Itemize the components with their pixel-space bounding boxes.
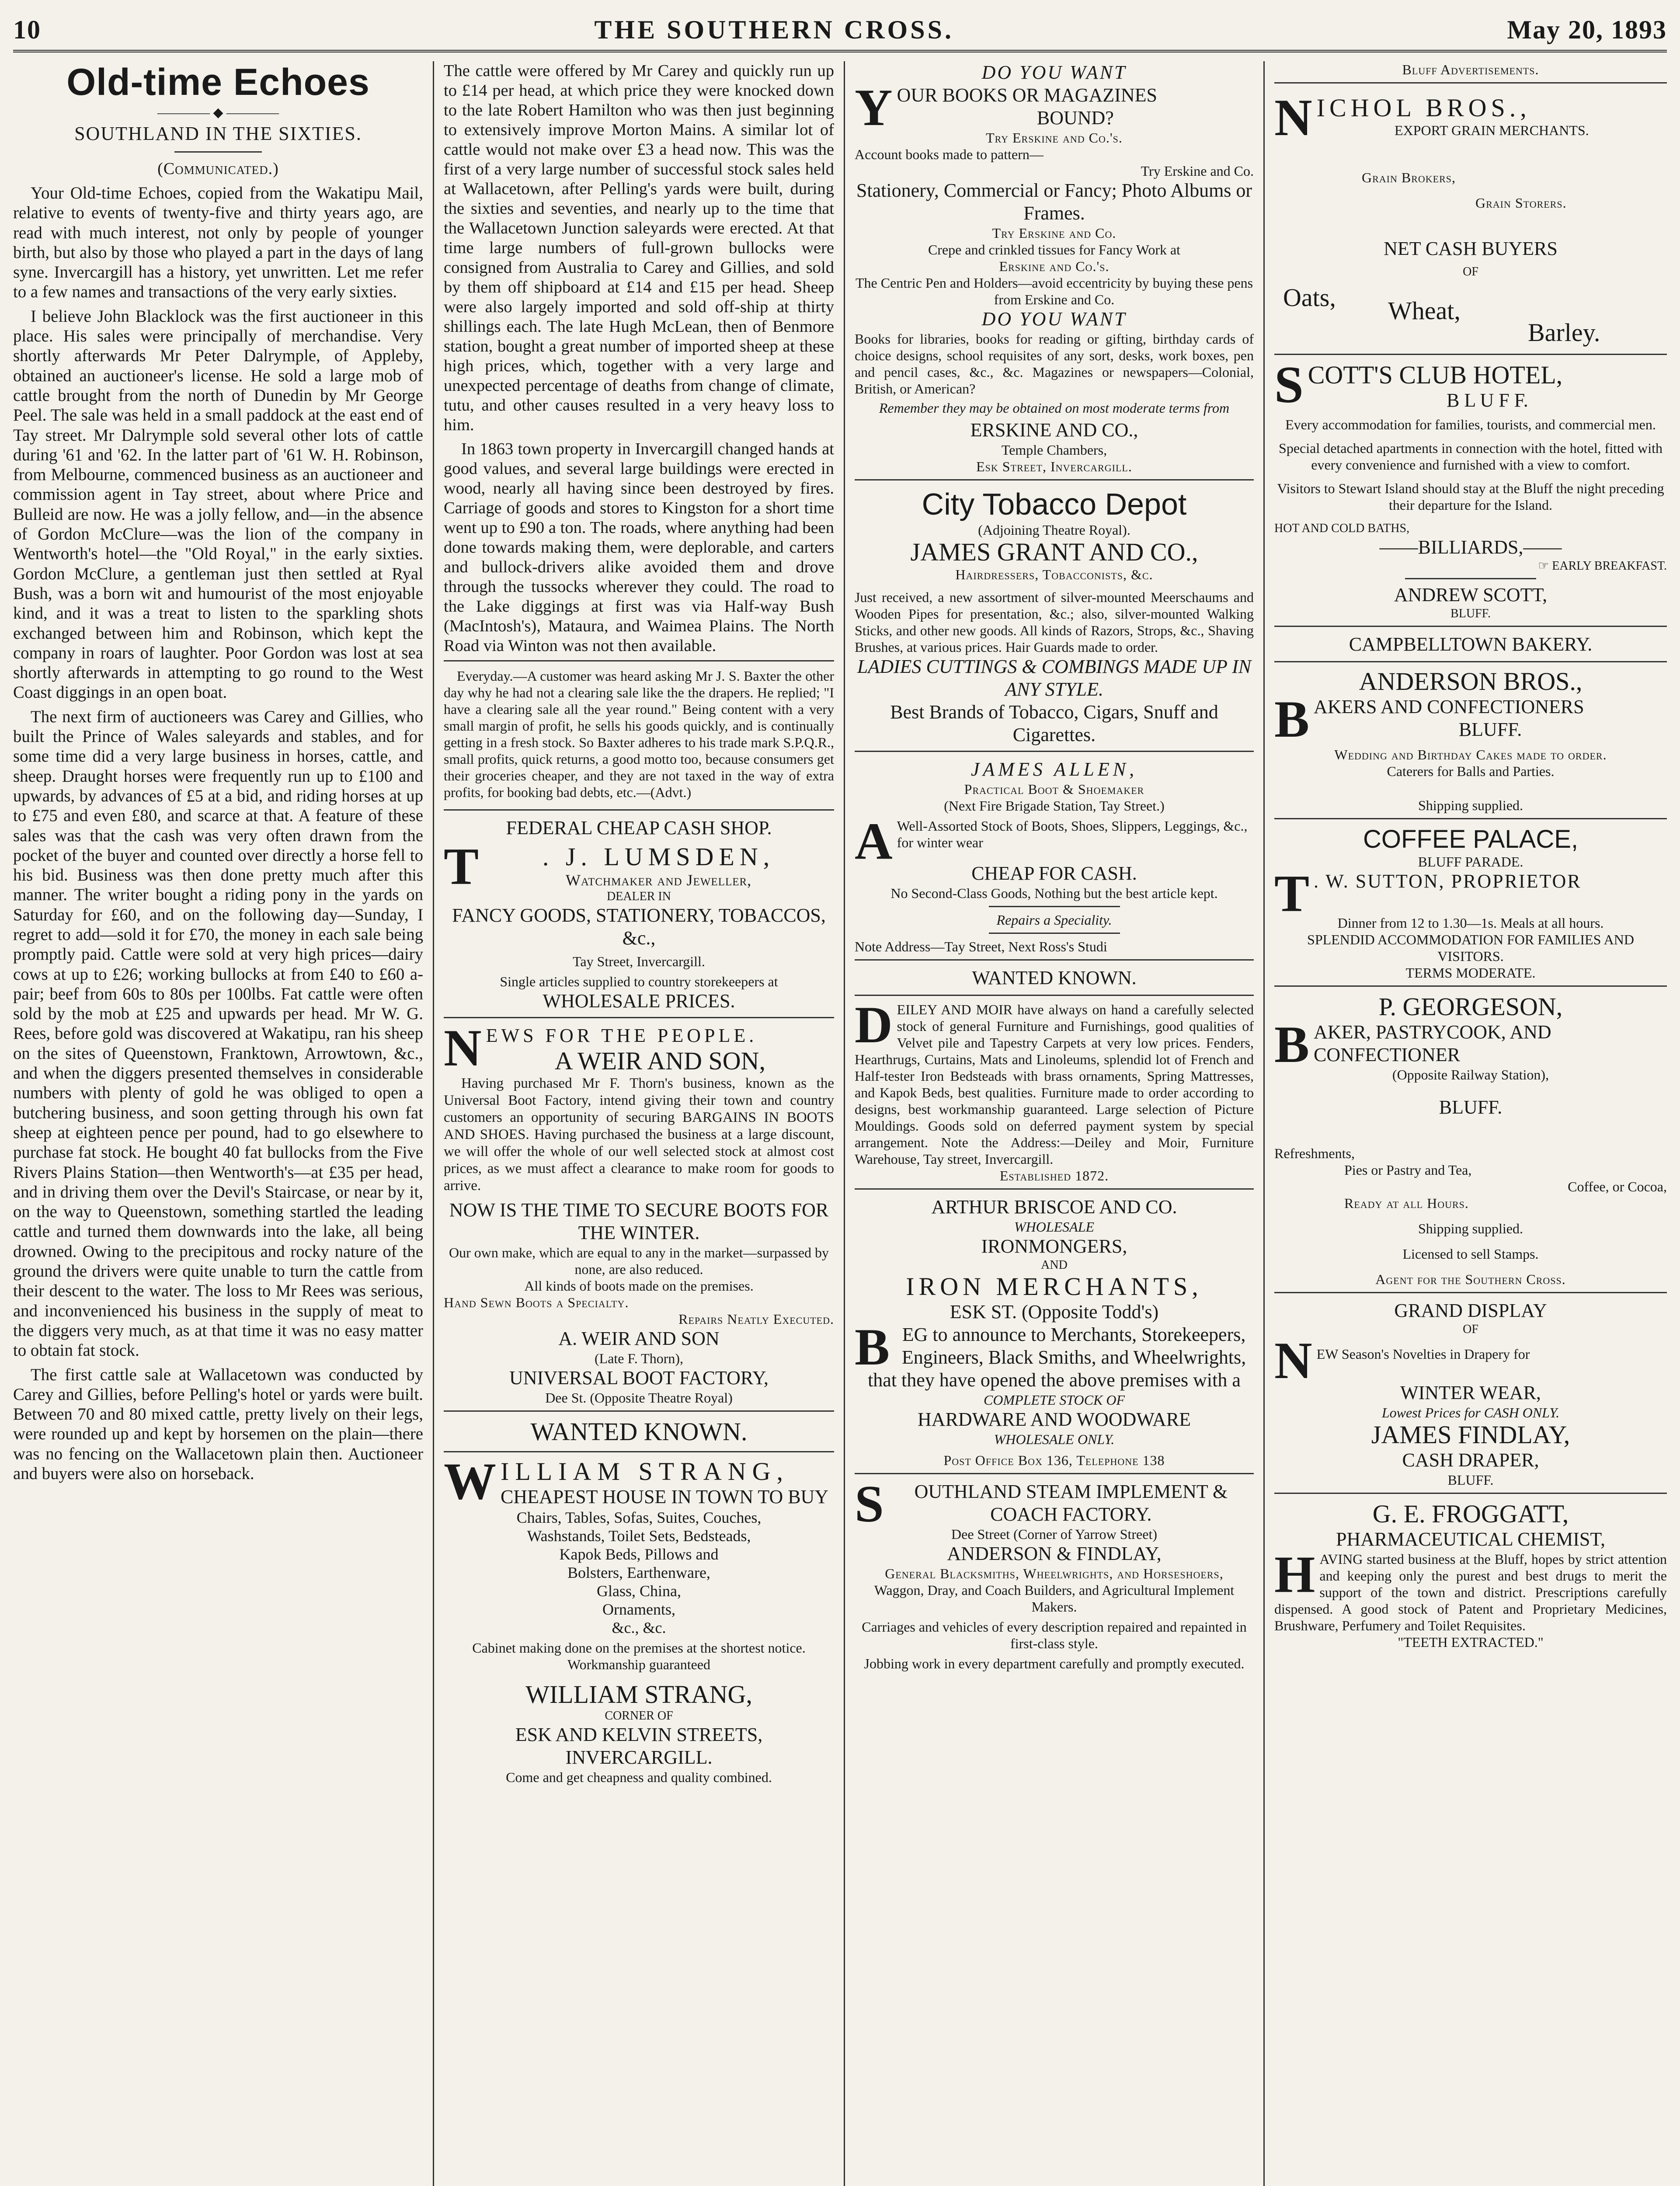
advert-line: Best Brands of Tobacco, Cigars, Snuff and Cigarettes. bbox=[890, 701, 1218, 745]
advert-name: OUTHLAND STEAM IMPLEMENT & COACH FACTORY. bbox=[914, 1481, 1228, 1525]
advert-address: Tay Street, Invercargill. bbox=[573, 954, 705, 969]
advert-line: BLUFF PARADE. bbox=[1418, 854, 1523, 870]
advert-line: EXPORT GRAIN MERCHANTS. bbox=[1395, 122, 1589, 138]
page-number: 10 bbox=[13, 15, 41, 44]
grain-wheat: Wheat, bbox=[1388, 296, 1461, 325]
advert-line: Shipping supplied. bbox=[1418, 797, 1523, 813]
advert-line: WHOLESALE bbox=[1014, 1219, 1095, 1235]
drop-cap: B bbox=[1274, 696, 1310, 741]
advert-trade: Practical Boot & Shoemaker bbox=[964, 781, 1144, 797]
drop-cap: N bbox=[444, 1024, 482, 1075]
advert-item: Ornaments, bbox=[602, 1601, 675, 1618]
advert-allen bbox=[855, 751, 1254, 959]
advert-line: TERMS MODERATE. bbox=[1405, 965, 1536, 981]
advert-name: COFFEE PALACE, bbox=[1363, 825, 1579, 853]
advert-address: ESK ST. (Opposite Todd's) bbox=[950, 1301, 1159, 1323]
advert-header: CAMPBELLTOWN BAKERY. bbox=[1349, 634, 1593, 655]
grain-oats: Oats, bbox=[1283, 283, 1336, 312]
advert-line: BOUND? bbox=[1037, 107, 1114, 129]
advert-line: Licensed to sell Stamps. bbox=[1402, 1246, 1539, 1262]
advert-line: Agent for the Southern Cross. bbox=[1375, 1271, 1566, 1287]
advert-findlay bbox=[1274, 1292, 1667, 1493]
advert-item: Glass, China, bbox=[597, 1582, 681, 1600]
short-rule bbox=[989, 933, 1120, 934]
advert-name: P. GEORGESON, bbox=[1378, 992, 1563, 1021]
drop-cap: D bbox=[855, 1001, 893, 1054]
byline: (Communicated.) bbox=[157, 160, 279, 178]
advert-line: No Second-Class Goods, Nothing but the best article kept. bbox=[890, 885, 1218, 901]
drop-cap: Y bbox=[855, 84, 893, 129]
breakfast-label: EARLY BREAKFAST. bbox=[1552, 559, 1667, 573]
column-4 bbox=[1263, 61, 1667, 2186]
short-rule bbox=[174, 151, 262, 153]
advert-line: Visitors to Stewart Island should stay at the Bluff the night preceding their departure for the Island. bbox=[1277, 480, 1664, 513]
advert-line: INVERCARGILL. bbox=[565, 1747, 713, 1768]
advert-name: ARTHUR BRISCOE AND CO. bbox=[931, 1196, 1177, 1218]
advert-line: NET CASH BUYERS bbox=[1384, 238, 1558, 259]
article-paragraph: The first cattle sale at Wallacetown was conducted by Carey and Gillies, before Pelling's hotel or yards were built. Between 70 and 80 mixed cattle, pretty lively on their legs, were rounded up and kept by horsemen on the plain—there was no fencing on the Wallacetown plain then. Auctioneer and buyers were also on horseback. bbox=[13, 1365, 423, 1483]
advert-line: BLUFF. bbox=[1439, 1096, 1503, 1118]
advert-anderson bbox=[1274, 626, 1667, 818]
advert-line: Account books made to pattern— bbox=[855, 146, 1043, 162]
advert-line: Ready at all Hours. bbox=[1344, 1195, 1469, 1211]
advert-trade: AKERS AND CONFECTIONERS bbox=[1314, 696, 1584, 717]
advert-weir bbox=[444, 1017, 834, 1410]
advert-line: All kinds of boots made on the premises. bbox=[524, 1278, 754, 1294]
bluff-header-block bbox=[1274, 61, 1667, 82]
advert-item: Chairs, Tables, Sofas, Suites, Couches, bbox=[516, 1509, 762, 1526]
short-rule bbox=[989, 906, 1120, 907]
advert-line: Remember they may be obtained on most moderate terms from bbox=[879, 400, 1230, 416]
advert-name: JAMES GRANT AND CO., bbox=[910, 538, 1198, 566]
advert-sig: WILLIAM STRANG, bbox=[525, 1680, 752, 1709]
billiards-label: BILLIARDS, bbox=[1418, 536, 1523, 558]
advert-line: Every accommodation for families, tourists, and commercial men. bbox=[1285, 417, 1656, 432]
advert-header: WANTED KNOWN. bbox=[972, 967, 1137, 989]
advert-steam bbox=[855, 1473, 1254, 1676]
advert-deiley bbox=[855, 959, 1254, 1188]
advert-text: Everyday.—A customer was heard asking Mr J. S. Baxter the other day why he had not a clearing sale like the the drapers. He replied; "I have a clearing sale all the year round." Being content with a very small margin of profit, he sells his goods quickly, and is continually getting in a fresh stock. So Baxter adheres to his trade mark S.P.Q.R., small profits, quick returns, a good motto too, because consumers get their groceries cheaper, and they are not taxed in the way of extra profits, for booking bad debts, etc.—(Advt.) bbox=[444, 668, 834, 800]
advert-line: BLUFF. bbox=[1447, 1472, 1494, 1488]
advert-sig: Dee St. (Opposite Theatre Royal) bbox=[545, 1390, 733, 1406]
drop-cap: W bbox=[444, 1458, 496, 1508]
short-rule bbox=[1405, 578, 1536, 579]
advert-sig: UNIVERSAL BOOT FACTORY, bbox=[509, 1367, 769, 1389]
article-paragraph: The next firm of auctioneers was Carey and Gillies, who built the Prince of Wales saleyards and stables, and for some time did a very large business in horses, cattle, and sheep. Draught horses were frequently run up to £100 and upwards, by advances of £5 at a bid, and riding horses at up to £75 and even £80, and scarce at that. A feature of these sales was that the cash was very often drawn from the pocket of the buyer and counted over directly a horse fell to his bid. Business was then done pretty much after this manner. The writer bought a riding pony in the yards on Saturday for £60, and on the following day—Sunday, I regret to add—sold it for £70, the money in each sale being promptly paid. Cattle were sold at very high prices—dairy cows at up to £26; working bullocks at from £40 to £60 a-pair; beef from 60s to 80s per 100lbs. Fat cattle were often sold by the mob at £25 and upwards per head. Mr W. G. Rees, before gold was discovered at Wakatipu, ran his sheep on the sites of Queenstown, Franktown, Arrowtown, &c., and when the diggers presented themselves in considerable numbers with plenty of gold he was obliged to open a butchering business, and soon getting through his own fat sheep at eighteen pence per pound, had to go elsewhere to purchase fat stock. He bought 40 fat bullocks from the Five Rivers Plains Station—then Wentworth's—at £35 per head, and in driving them over the Devil's Staircase, or near by it, on the way to Queenstown, something startled the leading cattle and turned them downwards into the lake, all being drowned. Owing to the precipitous and rocky nature of the ground the drivers were quite unable to turn the cattle from their descent to the water. The loss to Mr Rees was serious, and inconvenienced his business in the supply of meat to the diggers very much, as at that time it was no easy matter to obtain fat stock. bbox=[13, 707, 423, 1360]
advert-line: OF bbox=[1463, 1323, 1478, 1336]
advert-line: IRONMONGERS, bbox=[981, 1236, 1127, 1257]
advert-line: Esk Street, Invercargill. bbox=[976, 459, 1132, 474]
advert-tobacco bbox=[855, 479, 1254, 751]
advert-line: FANCY GOODS, STATIONERY, TOBACCOS, &c., bbox=[452, 905, 826, 949]
advert-line: Cabinet making done on the premises at the shortest notice. Workmanship guaranteed bbox=[472, 1640, 806, 1672]
advert-name: COTT'S CLUB HOTEL, bbox=[1308, 361, 1563, 389]
advert-name: ANDERSON BROS., bbox=[1359, 667, 1583, 696]
advert-line: Our own make, which are equal to any in the market—surpassed by none, are also reduced. bbox=[449, 1245, 829, 1277]
article-paragraph: I believe John Blacklock was the first auctioneer in this place. His sales were principally of merchandise. Very shortly afterwards Mr Peter Dalrymple, of Appleby, obtained an auctioneer's license. He sold a large mob of cattle brought from the north of Dunedin by Mr George Peel. The sale was held in a small paddock at the east end of Tay street. Mr Dalrymple sold several other lots of cattle during '61 and '62. In the latter part of '61 W. H. Robinson, from Melbourne, commenced business as an auctioneer and commission agent in Tay street, about where Price and Bulleid are now. He was a jolly fellow, and—in the absence of Gordon McClure—was the lion of the company in Wentworth's hotel—the "Old Royal," in the early sixties. Gordon McClure, a gentleman just then settled at Ryal Bush, was a born wit and humourist of the most enjoyable kind, and it was a treat to listen to the sparkling shots exchanged between him and Robinson, which kept the company in roars of laughter. Poor Gordon was lost at sea shortly afterwards in attempting to go round to the West Coast diggings in an open boat. bbox=[13, 306, 423, 702]
advert-line: General Blacksmiths, Wheelwrights, and Horseshoers, bbox=[885, 1566, 1224, 1581]
advert-line: Crepe and crinkled tissues for Fancy Work at bbox=[928, 242, 1181, 258]
advert-line: (Opposite Railway Station), bbox=[1392, 1067, 1549, 1083]
advert-sig: ERSKINE AND CO., bbox=[970, 419, 1138, 441]
drop-cap: N bbox=[1274, 94, 1312, 139]
advert-line: Waggon, Dray, and Coach Builders, and Agricultural Implement Makers. bbox=[874, 1582, 1235, 1615]
advert-line: Come and get cheapness and quality combined. bbox=[506, 1769, 772, 1785]
advert-line: HARDWARE AND WOODWARE bbox=[918, 1409, 1191, 1430]
advert-line: Shipping supplied. bbox=[1418, 1221, 1523, 1236]
advert-text: Having purchased Mr F. Thorn's business, known as the Universal Boot Factory, intend giving their town and country customers an opportunity of securing BARGAINS IN BOOTS AND SHOES. Having purchased the business at a large discount, we will offer the whole of our well selected stock at almost cost prices, as we must affect a clearance to make room for goods to arrive. bbox=[444, 1076, 834, 1194]
masthead bbox=[13, 15, 1667, 52]
grain-barley: Barley. bbox=[1528, 318, 1600, 347]
advert-address: (Next Fire Brigade Station, Tay Street.) bbox=[944, 798, 1165, 814]
drop-cap: H bbox=[1274, 1551, 1315, 1603]
advert-line: IRON MERCHANTS, bbox=[906, 1272, 1203, 1301]
newspaper-title: THE SOUTHERN CROSS. bbox=[594, 15, 954, 44]
drop-cap: S bbox=[1274, 361, 1304, 412]
advert-line: AND bbox=[1041, 1258, 1068, 1272]
advert-text: EG to announce to Merchants, Storekeepers, Engineers, Black Smiths, and Wheelwrights, that they have opened the above premises with a bbox=[868, 1324, 1246, 1391]
advert-line: Repairs a Speciality. bbox=[996, 912, 1112, 928]
advert-line: Lowest Prices for CASH ONLY. bbox=[1381, 1405, 1560, 1420]
advert-line: Refreshments, bbox=[1274, 1145, 1355, 1161]
drop-cap: A bbox=[855, 818, 893, 862]
advert-georgeson bbox=[1274, 985, 1667, 1292]
advert-line: OF bbox=[1463, 265, 1478, 278]
drop-cap: T bbox=[444, 843, 479, 889]
advert-line: EW Season's Novelties in Drapery for bbox=[1316, 1346, 1530, 1362]
rule bbox=[1274, 661, 1667, 662]
advert-line: Stationery, Commercial or Fancy; Photo Albums or Frames. bbox=[856, 180, 1252, 224]
advert-line: Wedding and Birthday Cakes made to order. bbox=[1334, 747, 1607, 762]
advert-line: ANDERSON & FINDLAY, bbox=[947, 1543, 1162, 1564]
drop-cap: T bbox=[1274, 870, 1310, 915]
advert-line: . W. SUTTON, PROPRIETOR bbox=[1314, 870, 1582, 892]
issue-date: May 20, 1893 bbox=[1507, 15, 1667, 44]
advert-sig: (Late F. Thorn), bbox=[594, 1351, 683, 1366]
article-paragraph: Your Old-time Echoes, copied from the Wakatipu Mail, relative to events of twenty-five and thirty years ago, are read with much interest, not only by people of younger birth, but also by those who played a part in the days of lang syne. Invercargill has a history, yet unwritten. Let me refer to a few names and transactions of the very early sixties. bbox=[13, 184, 423, 302]
advert-lumsden bbox=[444, 809, 834, 1017]
advert-line: DO YOU WANT bbox=[981, 62, 1127, 83]
drop-cap: S bbox=[855, 1480, 884, 1526]
advert-line: ——BILLIARDS,—— bbox=[1379, 536, 1562, 558]
advert-line: NOW IS THE TIME TO SECURE BOOTS FOR THE WINTER. bbox=[449, 1199, 829, 1243]
rule bbox=[855, 995, 1254, 996]
advert-scott bbox=[1274, 354, 1667, 626]
advert-line: GRAND DISPLAY bbox=[1394, 1300, 1547, 1321]
section-header: Bluff Advertisements. bbox=[1402, 62, 1539, 77]
advert-item: Washstands, Toilet Sets, Bedsteads, bbox=[527, 1527, 751, 1545]
advert-line: CHEAPEST HOUSE IN TOWN TO BUY bbox=[501, 1486, 829, 1507]
advert-nichol bbox=[1274, 82, 1667, 354]
advert-line: Books for libraries, books for reading or gifting, birthday cards of choice designs, school requisites of any sort, desks, work boxes, pen and pencil cases, &c., &c. Magazines or newspapers—Colonial, British, or American? bbox=[855, 331, 1254, 397]
advert-line: Hand Sewn Boots a Specialty. bbox=[444, 1295, 629, 1310]
ornament-divider: ———— ◆ ———— bbox=[157, 105, 279, 120]
advert-item: Bolsters, Earthenware, bbox=[567, 1564, 710, 1581]
advert-line: WHOLESALE ONLY. bbox=[994, 1431, 1115, 1447]
column-1 bbox=[13, 61, 433, 2186]
advert-header: FEDERAL CHEAP CASH SHOP. bbox=[506, 817, 772, 839]
advert-text: AVING started business at the Bluff, hopes by strict attention and keeping only the purest and best drugs to merit the support of the town and district. Prescriptions carefully dispensed. A good stock of Patent and Proprietary Medicines, Brushware, Perfumery and Toilet Requisites. bbox=[1274, 1551, 1667, 1633]
advert-briscoe bbox=[855, 1188, 1254, 1473]
advert-line: HOT AND COLD BATHS, bbox=[1274, 522, 1410, 535]
advert-coffee bbox=[1274, 818, 1667, 985]
advert-line: OUR BOOKS OR MAGAZINES bbox=[897, 84, 1157, 106]
advert-item: Kapok Beds, Pillows and bbox=[559, 1546, 719, 1563]
rule bbox=[444, 1451, 834, 1452]
advert-line: Erskine and Co.'s. bbox=[999, 258, 1110, 274]
advert-title: City Tobacco Depot bbox=[922, 487, 1187, 521]
columns bbox=[13, 61, 1667, 2186]
advert-froggatt bbox=[1274, 1493, 1667, 1655]
advert-erskine bbox=[855, 61, 1254, 479]
advert-text: Just received, a new assortment of silver-mounted Meerschaums and Wooden Pipes for presentation, &c.; also, silver-mounted Walking Sticks, and other new goods. All kinds of Razors, Strops, &c., Shaving Brushes, at various prices. Hair Guards made to order. bbox=[855, 589, 1254, 655]
advert-strang bbox=[444, 1410, 834, 1790]
advert-line: Repairs Neatly Executed. bbox=[678, 1311, 834, 1327]
advert-line: (Adjoining Theatre Royal). bbox=[978, 522, 1130, 538]
advert-line: Single articles supplied to country storekeepers at bbox=[500, 974, 778, 989]
advert-line: BLUFF. bbox=[1458, 719, 1522, 740]
advert-line: Jobbing work in every department carefully and promptly executed. bbox=[864, 1656, 1245, 1671]
article-paragraph: The cattle were offered by Mr Carey and quickly run up to £14 per head, at which price they were knocked down to the late Robert Hamilton who was then just beginning to extensively improve Morton Mains. A similar lot of cattle would not make over £3 a head now. This was the first of a very large number of successful stock sales held at Wallacetown, after Pelling's yards were built, during the sixties and seventies, and nearly up to the time that the Wallacetown Junction saleyards were erected. At that time large numbers of full-grown bullocks were consigned from Australia to Carey and Gillies, and sold by them off shipboard at £14 and £15 per head. Sheep were also largely imported and sold off-ship at thirty shillings each. The late Hugh McLean, then of Benmore station, bought a great number of imported sheep at these high prices, which, together with a very large and unexpected percentage of deaths from change of climate, tutu, and other causes resulted in a very heavy loss to him. bbox=[444, 62, 834, 434]
advert-line: WHOLESALE PRICES. bbox=[543, 990, 735, 1012]
column-2 bbox=[433, 61, 844, 2186]
advert-name: A WEIR AND SON, bbox=[554, 1047, 765, 1075]
advert-line: "TEETH EXTRACTED." bbox=[1398, 1634, 1544, 1650]
article-paragraph: In 1863 town property in Invercargill changed hands at good values, and several large buildings were erected in wood, nearly all having since been destroyed by fires. Carriage of goods and stores to Kingston for a short time went up to £90 a ton. The roads, where anything had been done towards making them, were deplorable, and carters and bullock-drivers alike avoided them and drove through the tussocks wherever they could. The road to the Lake diggings at first was via Half-way Bush (MacIntosh's), Mataura, and Waimea Plains. The North Road via Winton was not then available. bbox=[444, 440, 834, 655]
column-3 bbox=[844, 61, 1263, 2186]
drop-cap: N bbox=[1274, 1337, 1312, 1382]
advert-header: WANTED KNOWN. bbox=[530, 1417, 748, 1446]
advert-line: B L U F F. bbox=[1446, 390, 1528, 411]
advert-name: JAMES ALLEN, bbox=[970, 759, 1138, 780]
advert-text: EILEY AND MOIR have always on hand a carefully selected stock of general Furniture and Furnishings, good qualities of Velvet pile and Tapestry Carpets at very low prices. Fenders, Hearthrugs, Curtains, Mats and Linoleums, splendid lot of French and Half-tester Iron Bedsteads with brass ornaments, Spring Mattresses, and Kapok Beds, best qualities. Furniture made to order according to designs, best workmanship guaranteed. Large selection of Picture Mouldings. Goods sold on deferred payment system by special arrangement. Note the Address:—Deiley and Moir, Furniture Warehouse, Tay street, Invercargill. bbox=[855, 1002, 1254, 1167]
advert-line: LADIES CUTTINGS & COMBINGS MADE UP IN ANY STYLE. bbox=[857, 656, 1252, 700]
advert-line: Try Erskine and Co.'s. bbox=[986, 130, 1123, 146]
advert-address: Dee Street (Corner of Yarrow Street) bbox=[951, 1526, 1157, 1542]
advert-name: JAMES FINDLAY, bbox=[1371, 1420, 1570, 1449]
advert-text: Well-Assorted Stock of Boots, Shoes, Slippers, Leggings, &c., for winter wear bbox=[897, 818, 1248, 850]
advert-line: Caterers for Balls and Parties. bbox=[1387, 763, 1555, 779]
advert-line: BLUFF. bbox=[1450, 607, 1491, 620]
hand-icon: ☞ bbox=[1538, 559, 1552, 573]
article-subheading: SOUTHLAND IN THE SIXTIES. bbox=[74, 123, 362, 144]
advert-line: SPLENDID ACCOMMODATION FOR FAMILIES AND VISITORS. bbox=[1307, 932, 1634, 964]
advert-line: The Centric Pen and Holders—avoid eccentricity by buying these pens from Erskine and Co. bbox=[855, 275, 1253, 307]
advert-line bbox=[1274, 559, 1667, 574]
advert-line: Grain Storers. bbox=[1475, 195, 1567, 211]
advert-line: ESK AND KELVIN STREETS, bbox=[515, 1724, 763, 1745]
advert-name: G. E. FROGGATT, bbox=[1372, 1500, 1569, 1528]
advert-name: . J. LUMSDEN, bbox=[542, 843, 775, 871]
advert-line: WINTER WEAR, bbox=[1400, 1382, 1541, 1403]
advert-line: Note Address—Tay Street, Next Ross's Studi bbox=[855, 939, 1107, 954]
advert-line: Grain Brokers, bbox=[1362, 170, 1456, 185]
advert-baxter bbox=[444, 660, 834, 809]
advert-trade: PHARMACEUTICAL CHEMIST, bbox=[1336, 1528, 1606, 1550]
drop-cap: B bbox=[855, 1323, 890, 1376]
advert-sig: A. WEIR AND SON bbox=[558, 1328, 720, 1349]
advert-line: Coffee, or Cocoa, bbox=[1568, 1179, 1667, 1194]
advert-line: Post Office Box 136, Telephone 138 bbox=[943, 1452, 1165, 1468]
drop-cap: B bbox=[1274, 1021, 1310, 1066]
advert-line: COMPLETE STOCK OF bbox=[983, 1392, 1125, 1408]
advert-line: Pies or Pastry and Tea, bbox=[1344, 1162, 1472, 1178]
section-heading: Old-time Echoes bbox=[66, 61, 370, 103]
advert-trade: AKER, PASTRYCOOK, AND CONFECTIONER bbox=[1314, 1021, 1551, 1065]
advert-line: Try Erskine and Co. bbox=[1141, 163, 1254, 179]
advert-line: CASH DRAPER, bbox=[1402, 1449, 1539, 1471]
advert-line: DO YOU WANT bbox=[981, 308, 1127, 330]
advert-sig: ANDREW SCOTT, bbox=[1394, 584, 1548, 606]
advert-name: ILLIAM STRANG, bbox=[501, 1458, 789, 1486]
advert-trade: Hairdressers, Tobacconists, &c. bbox=[955, 567, 1153, 582]
advert-item: &c., &c. bbox=[612, 1619, 666, 1636]
advert-line: Temple Chambers, bbox=[1001, 442, 1107, 458]
advert-line: Try Erskine and Co. bbox=[992, 225, 1117, 241]
advert-line: Established 1872. bbox=[999, 1168, 1109, 1184]
advert-title: EWS FOR THE PEOPLE. bbox=[486, 1025, 758, 1046]
advert-line: Dinner from 12 to 1.30—1s. Meals at all hours. bbox=[1337, 915, 1604, 931]
advert-line: CORNER OF bbox=[605, 1709, 673, 1723]
advert-line: DEALER IN bbox=[607, 890, 671, 903]
advert-line: CHEAP FOR CASH. bbox=[971, 863, 1137, 884]
advert-line: Special detached apartments in connection with the hotel, fitted with every convenience and furnished with a view to comfort. bbox=[1279, 440, 1663, 473]
advert-name: ICHOL BROS., bbox=[1316, 94, 1531, 122]
advert-line: Carriages and vehicles of every description repaired and repainted in first-class style. bbox=[862, 1619, 1247, 1651]
advert-trade: Watchmaker and Jeweller, bbox=[565, 871, 752, 889]
